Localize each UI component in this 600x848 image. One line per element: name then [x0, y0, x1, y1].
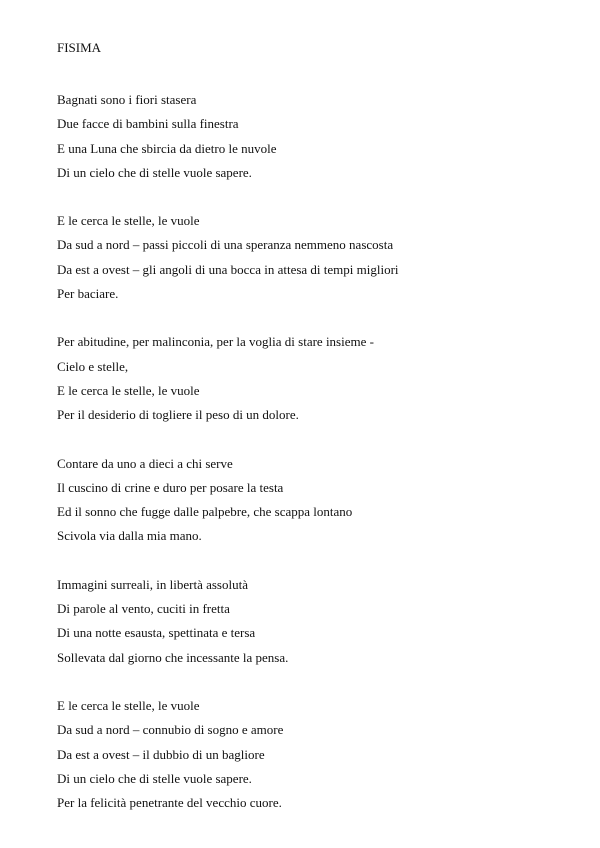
poem-line: Due facce di bambini sulla finestra — [57, 116, 239, 132]
poem-line: Per baciare. — [57, 286, 119, 302]
poem-line: Bagnati sono i fiori stasera — [57, 92, 197, 107]
poem-line: Per la felicità penetrante del vecchio cuore. — [57, 795, 282, 811]
poem-line: Di un cielo che di stelle vuole sapere. — [57, 770, 252, 786]
poem-stanza — [57, 213, 577, 310]
poem-line: Il cuscino di crine e duro per posare la testa — [57, 479, 284, 495]
poem-title: FISIMA — [57, 40, 102, 55]
poem-stanza — [57, 456, 577, 553]
poem-line: E le cerca le stelle, le vuole — [57, 697, 200, 713]
poem-line: Da sud a nord – passi piccoli di una speranza nemmeno nascosta — [57, 237, 394, 253]
poem-line: Ed il sonno che fugge dalle palpebre, che scappa lontano — [57, 504, 353, 520]
poem-line: Da sud a nord – connubio di sogno e amore — [57, 722, 284, 738]
poem-line: Da est a ovest – il dubbio di un bagliore — [57, 746, 265, 762]
poem-line: Di una notte esausta, spettinata e tersa — [57, 625, 256, 641]
poem-line: Per abitudine, per malinconia, per la voglia di stare insieme - — [57, 334, 374, 350]
poem-stanza — [57, 92, 577, 189]
poem-line: Da est a ovest – gli angoli di una bocca in attesa di tempi migliori — [57, 261, 399, 277]
poem-stanza — [57, 698, 577, 819]
poem-line: Contare da uno a dieci a chi serve — [57, 455, 233, 471]
poem-line: Scivola via dalla mia mano. — [57, 528, 202, 544]
poem-line: E le cerca le stelle, le vuole — [57, 213, 200, 229]
poem-line: Immagini surreali, in libertà assolutà — [57, 576, 248, 592]
poem-line: Per il desiderio di togliere il peso di un dolore. — [57, 407, 299, 423]
poem-stanza — [57, 577, 577, 674]
poem-stanza — [57, 334, 577, 431]
poem-body — [57, 92, 577, 843]
poem-line: E una Luna che sbircia da dietro le nuvole — [57, 140, 277, 156]
poem-line: Di parole al vento, cuciti in fretta — [57, 601, 230, 617]
poem-line: Di un cielo che di stelle vuole sapere. — [57, 164, 252, 180]
poem-line: Cielo e stelle, — [57, 358, 129, 374]
poem-line: E le cerca le stelle, le vuole — [57, 382, 200, 398]
poem-line: Sollevata dal giorno che incessante la pensa. — [57, 649, 289, 665]
